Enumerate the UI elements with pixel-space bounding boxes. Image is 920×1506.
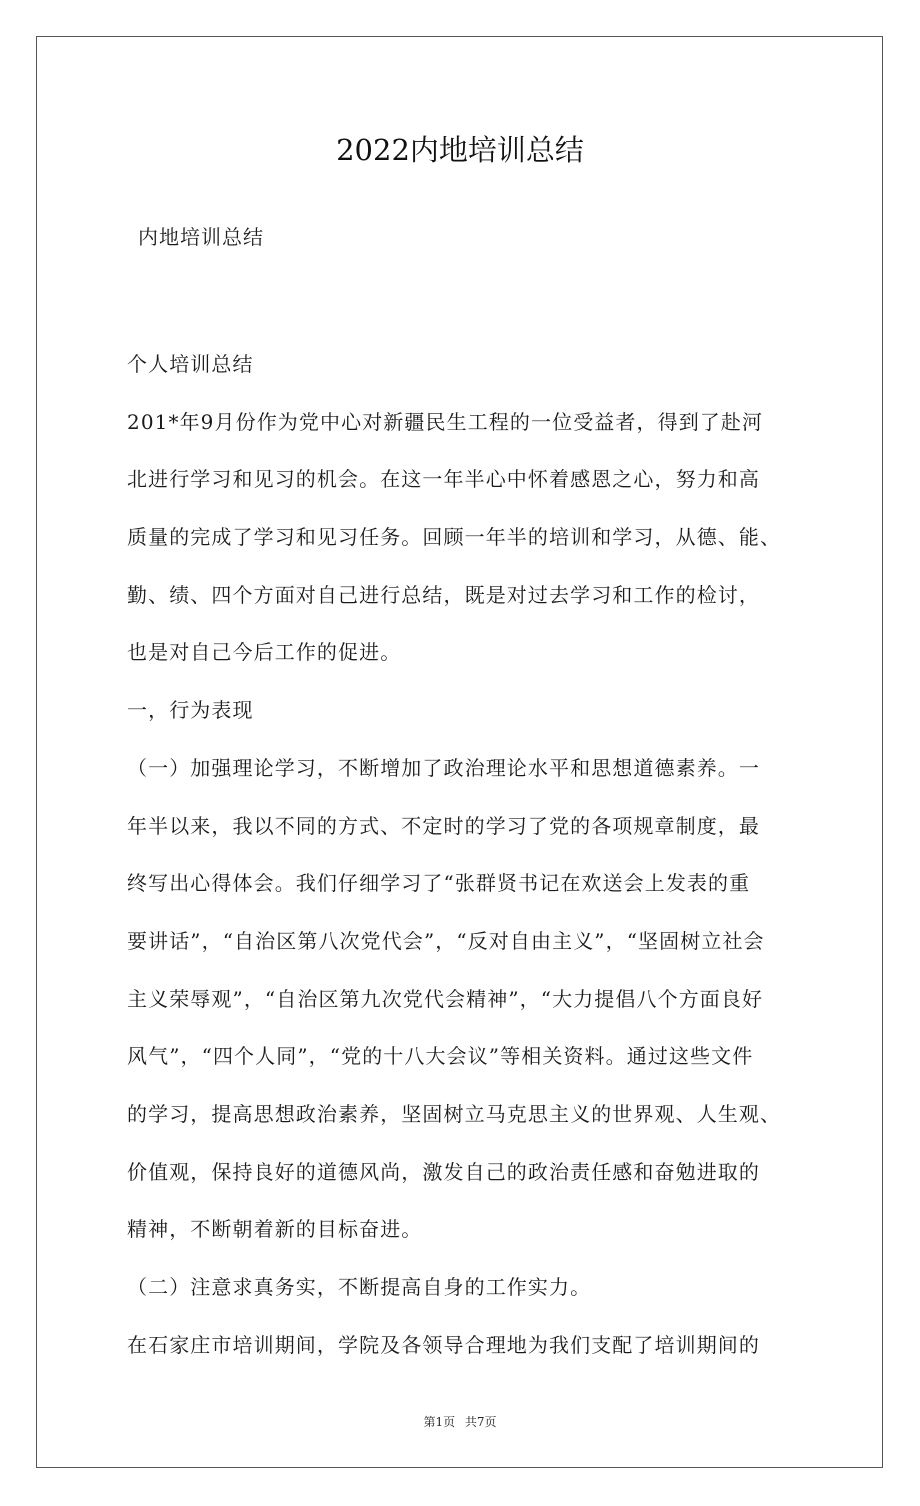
paragraph-line: 也是对自己今后工作的促进。 bbox=[127, 640, 402, 665]
paragraph-line: 201*年9月份作为党中心对新疆民生工程的一位受益者，得到了赴河 bbox=[127, 409, 764, 434]
paragraph-line: 终写出心得体会。我们仔细学习了“张群贤书记在欢送会上发表的重 bbox=[127, 871, 751, 896]
section-heading: （二）注意求真务实，不断提高自身的工作实力。 bbox=[127, 1275, 592, 1299]
paragraph-line: 北进行学习和见习的机会。在这一年半心中怀着感恩之心，努力和高 bbox=[127, 467, 760, 492]
paragraph-line: 质量的完成了学习和见习任务。回顾一年半的培训和学习，从德、能、 bbox=[127, 525, 782, 550]
paragraph-line: 在石家庄市培训期间，学院及各领导合理地为我们支配了培训期间的 bbox=[127, 1332, 760, 1357]
paragraph-line: 价值观，保持良好的道德风尚，激发自己的政治责任感和奋勉进取的 bbox=[127, 1159, 760, 1184]
paragraph-line: 年半以来，我以不同的方式、不定时的学习了党的各项规章制度，最 bbox=[127, 813, 760, 838]
paragraph-line: （一）加强理论学习，不断增加了政治理论水平和思想道德素养。一 bbox=[127, 755, 760, 780]
paragraph-line: 主义荣辱观”，“自治区第九次党代会精神”，“大力提倡八个方面良好 bbox=[127, 986, 764, 1011]
document-title: 2022内地培训总结 bbox=[336, 133, 584, 167]
body-text bbox=[127, 336, 817, 1374]
section-heading: 一，行为表现 bbox=[127, 698, 254, 723]
paragraph-line: 个人培训总结 bbox=[127, 352, 254, 376]
paragraph-line: 精神，不断朝着新的目标奋进。 bbox=[127, 1217, 423, 1242]
paragraph-line: 要讲话”，“自治区第八次党代会”，“反对自由主义”，“坚固树立社会 bbox=[127, 928, 765, 953]
document-subtitle: 内地培训总结 bbox=[138, 225, 264, 249]
paragraph-line: 风气”，“四个人同”，“党的十八大会议”等相关资料。通过这些文件 bbox=[127, 1044, 754, 1069]
paragraph-line: 勤、绩、四个方面对自己进行总结，既是对过去学习和工作的检讨， bbox=[127, 582, 760, 607]
paragraph-line: 的学习，提高思想政治素养，坚固树立马克思主义的世界观、人生观、 bbox=[127, 1101, 782, 1126]
page-footer: 第1页 共7页 bbox=[423, 1415, 497, 1429]
